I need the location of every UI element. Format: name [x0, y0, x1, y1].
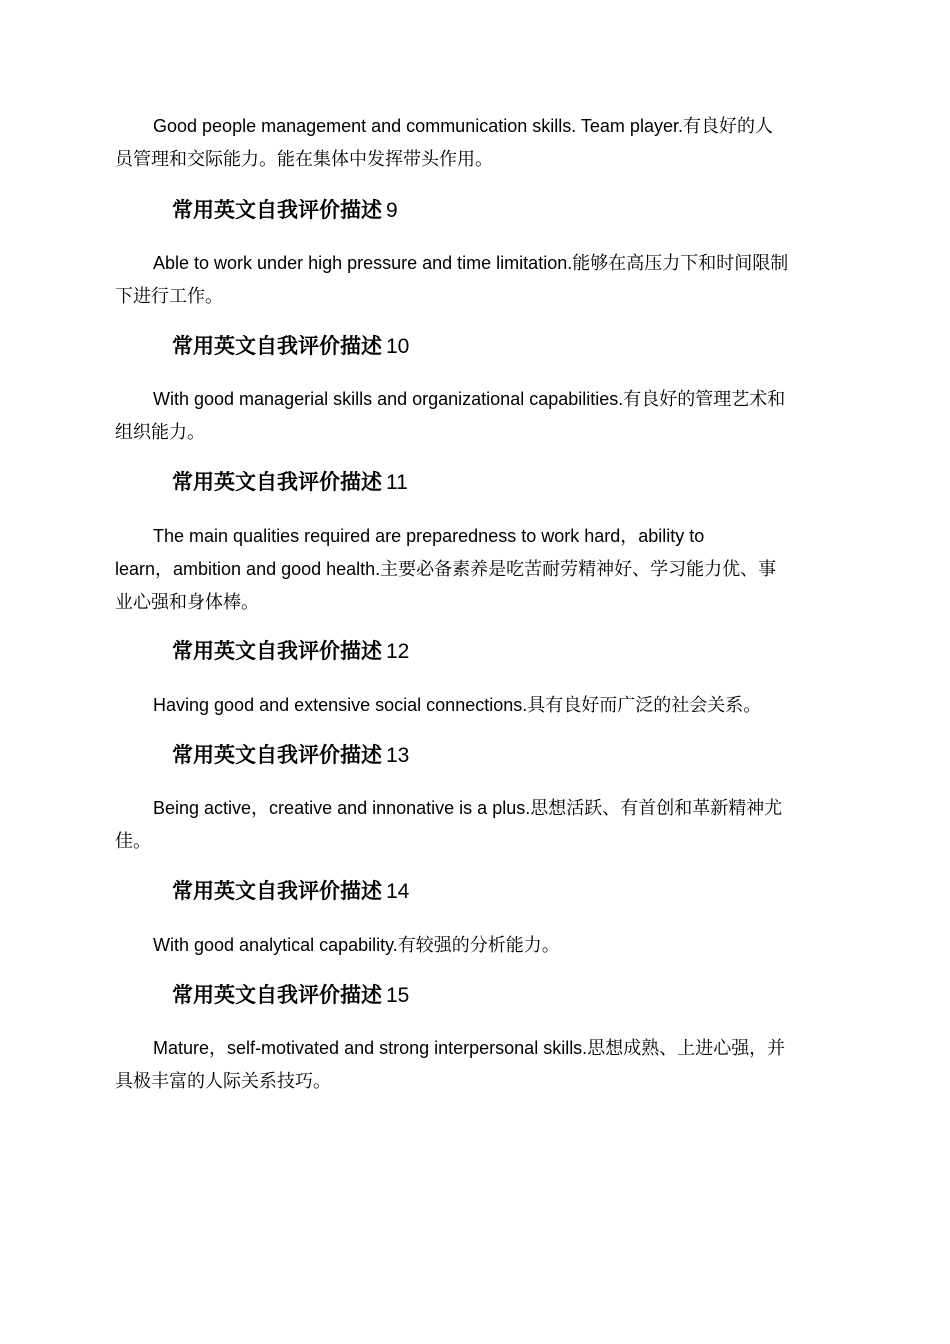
paragraph — [115, 689, 835, 722]
section-heading — [172, 468, 408, 498]
heading-number: 10 — [386, 335, 410, 358]
heading-text: 常用英文自我评价描述 — [172, 744, 382, 767]
text-line: 具极丰富的人际关系技巧。 — [115, 1071, 331, 1091]
text-line: learn，ambition and good health.主要必备素养是吃苦耐劳精神好、学习能力优、事 — [115, 559, 777, 579]
text-line: 组织能力。 — [115, 422, 205, 442]
text-line: 业心强和身体棒。 — [115, 592, 259, 612]
heading-number: 11 — [386, 471, 408, 494]
section-heading — [172, 741, 409, 771]
paragraph — [115, 520, 835, 619]
text-line: Able to work under high pressure and time limitation.能够在高压力下和时间限制 — [153, 253, 789, 273]
text-line: With good managerial skills and organizational capabilities.有良好的管理艺术和 — [153, 389, 786, 409]
section-heading — [172, 981, 409, 1011]
heading-text: 常用英文自我评价描述 — [172, 471, 382, 494]
paragraph — [115, 929, 835, 962]
section-heading — [172, 637, 409, 667]
text-line: 佳。 — [115, 831, 151, 851]
text-line: 员管理和交际能力。能在集体中发挥带头作用。 — [115, 149, 493, 169]
section-heading — [172, 196, 398, 226]
heading-number: 12 — [386, 640, 410, 663]
paragraph — [115, 792, 835, 858]
paragraph — [115, 110, 835, 176]
heading-number: 9 — [386, 199, 398, 222]
section-heading — [172, 877, 409, 907]
text-line: Mature，self-motivated and strong interpersonal skills.思想成熟、上进心强，并 — [153, 1038, 786, 1058]
paragraph — [115, 383, 835, 449]
text-line: With good analytical capability.有较强的分析能力。 — [153, 935, 560, 955]
text-line: 下进行工作。 — [115, 286, 223, 306]
heading-number: 13 — [386, 744, 410, 767]
text-line: Having good and extensive social connections.具有良好而广泛的社会关系。 — [153, 695, 762, 715]
heading-text: 常用英文自我评价描述 — [172, 199, 382, 222]
heading-text: 常用英文自我评价描述 — [172, 335, 382, 358]
heading-text: 常用英文自我评价描述 — [172, 880, 382, 903]
paragraph — [115, 1032, 835, 1098]
text-line: The main qualities required are preparedness to work hard，ability to — [153, 526, 705, 546]
text-line: Good people management and communication skills. Team player.有良好的人 — [153, 116, 773, 136]
text-line: Being active，creative and innonative is a plus.思想活跃、有首创和革新精神尤 — [153, 798, 783, 818]
section-heading — [172, 332, 409, 362]
heading-text: 常用英文自我评价描述 — [172, 640, 382, 663]
heading-text: 常用英文自我评价描述 — [172, 984, 382, 1007]
heading-number: 15 — [386, 984, 410, 1007]
paragraph — [115, 247, 835, 313]
heading-number: 14 — [386, 880, 410, 903]
